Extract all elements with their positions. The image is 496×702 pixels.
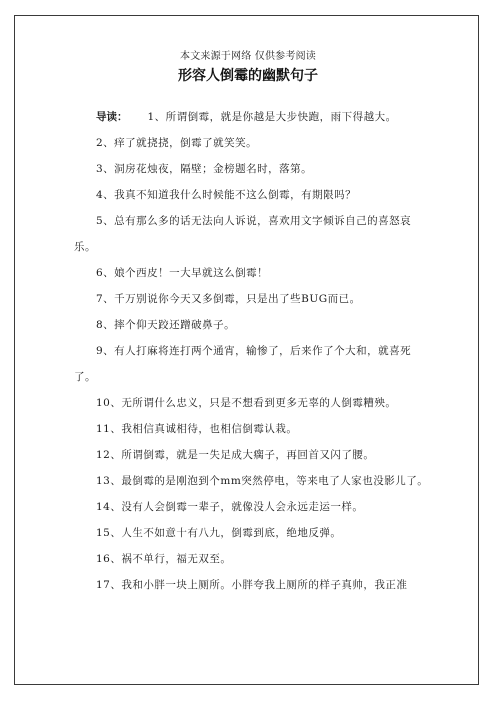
paragraph-16: 16、祸不单行，福无双至。 <box>96 553 232 565</box>
paragraph-2: 2、痒了就挠挠，倒霉了就笑笑。 <box>96 137 258 149</box>
paragraph-13: 13、最倒霉的是刚泡到个mm突然停电，等来电了人家也没影儿了。 <box>96 475 429 487</box>
article-body <box>74 104 432 598</box>
source-notice: 本文来源于网络 仅供参考阅读 <box>180 51 316 62</box>
paragraph-10: 10、无所谓什么忠义，只是不想看到更多无辜的人倒霉糟殃。 <box>96 397 397 409</box>
paragraph-9: 9、有人打麻将连打两个通宵，输惨了，后来作了个大和，就喜死了。 <box>74 345 412 383</box>
paragraph-17: 17、我和小胖一块上厕所。小胖夸我上厕所的样子真帅，我正准 <box>96 579 408 591</box>
paragraph-5: 5、总有那么多的话无法向人诉说，喜欢用文字倾诉自己的喜怒哀乐。 <box>74 215 412 253</box>
paragraph-7: 7、千万别说你今天又多倒霉，只是出了些BUG而已。 <box>96 293 361 305</box>
paragraph-11: 11、我相信真诚相待，也相信倒霉认栽。 <box>96 423 298 435</box>
paragraph-text: 1、所谓倒霉，就是你越是大步快跑，雨下得越大。 <box>147 111 397 123</box>
paragraph-3: 3、洞房花烛夜，隔壁；金榜题名时，落第。 <box>96 163 313 175</box>
paragraph-6: 6、娘个西皮！一大早就这么倒霉！ <box>96 267 269 279</box>
lead-label: 导读： <box>96 111 128 123</box>
paragraph-14: 14、没有人会倒霉一辈子，就像没人会永远走运一样。 <box>96 501 364 513</box>
paragraph-4: 4、我真不知道我什么时候能不这么倒霉，有期限吗？ <box>96 189 357 201</box>
paragraph-12: 12、所谓倒霉，就是一失足成大瘸子，再回首又闪了腰。 <box>96 449 375 461</box>
page-title: 形容人倒霉的幽默句子 <box>178 68 318 84</box>
paragraph-15: 15、人生不如意十有八九，倒霉到底，绝地反弹。 <box>96 527 342 539</box>
paragraph-1 <box>74 104 432 130</box>
paragraph-8: 8、摔个仰天跤还蹭破鼻子。 <box>96 319 236 331</box>
